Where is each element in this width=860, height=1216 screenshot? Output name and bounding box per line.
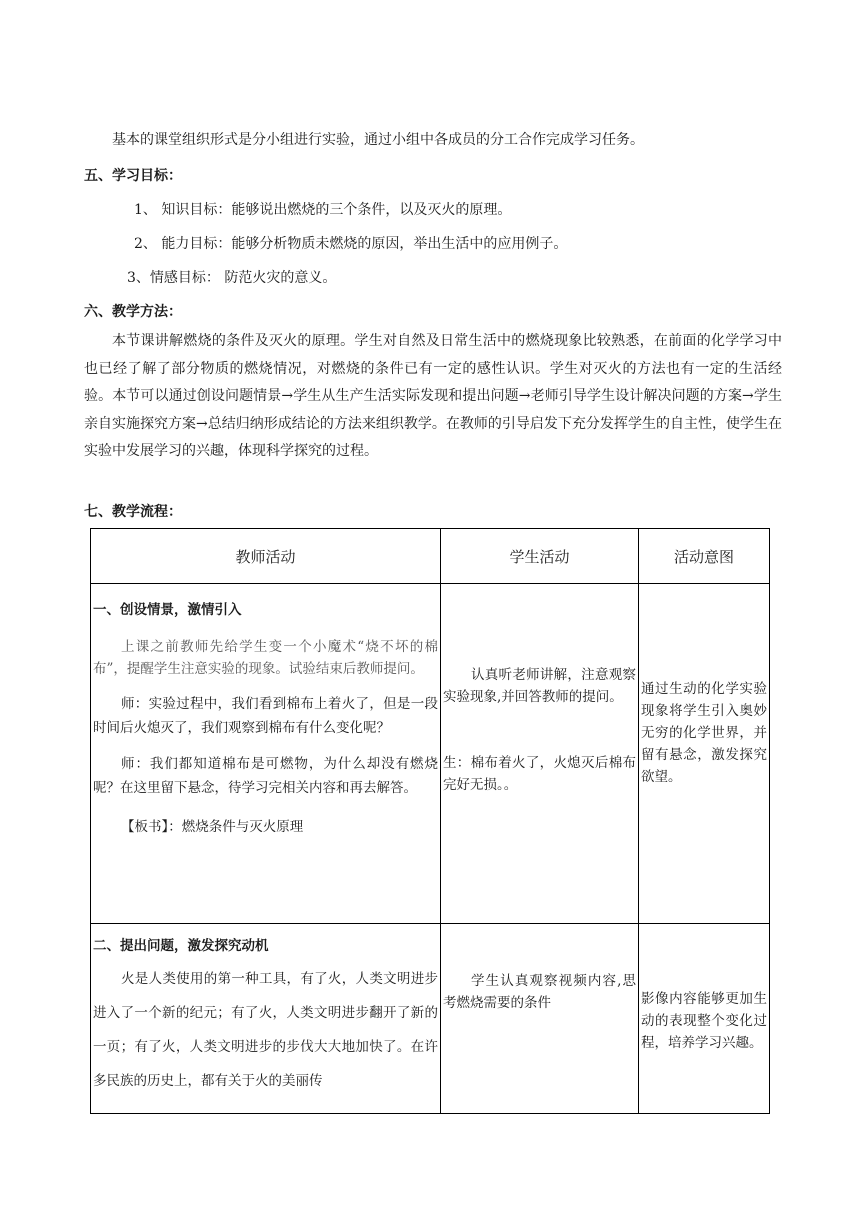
header-student-activity: 学生活动: [441, 529, 639, 584]
row-title: 二、提出问题，激发探究动机: [93, 938, 269, 954]
student-text: 认真听老师讲解，注意观察实验现象,并回答教师的提问。: [443, 667, 636, 705]
teaching-method-paragraph: 本节课讲解燃烧的条件及灭火的原理。学生对自然及日常生活中的燃烧现象比较熟悉，在前面的化学学习中也已经了解了部分物质的燃烧情况，对燃烧的条件已有一定的感性认识。学生对灭火的方法也有一定的生活经验。本节可以通过创设问题情景→学生从生产生活实际发现和提出问题→老师引导学生设计解决问题的方案→学生亲自实施探究方案→总结归纳形成结论的方法来组织教学。在教师的引导启发下充分发挥学生的自主性，使学生在实验中发展学习的兴趣，体现科学探究的过程。: [84, 333, 782, 459]
table-header-row: [91, 529, 770, 584]
teacher-text: 师：我们都知道棉布是可燃物，为什么却没有燃烧呢？在这里留下悬念，待学习完相关内容和再去解答。: [93, 756, 438, 796]
activity-intent-cell: [639, 924, 770, 1114]
objective-item: 2、 能力目标：能够分析物质未燃烧的原因，举出生活中的应用例子。: [134, 236, 568, 252]
teaching-flow-table: [90, 528, 770, 1114]
teacher-activity-cell: [91, 924, 441, 1114]
student-text: 学生认真观察视频内容,思考燃烧需要的条件: [443, 973, 636, 1011]
section-6-heading: 六、教学方法：: [84, 304, 182, 320]
activity-intent-cell: [639, 584, 770, 924]
header-activity-intent: 活动意图: [639, 529, 770, 584]
teacher-text: 上课之前教师先给学生变一个小魔术“烧不坏的棉布”，提醒学生注意实验的现象。试验结束后教师提问。: [93, 639, 438, 677]
teacher-text: 火是人类使用的第一种工具，有了火，人类文明进步进入了一个新的纪元；有了火，人类文明进步翻开了新的一页；有了火，人类文明进步的步伐大大地加快了。在许多民族的历史上，都有关于火的美丽传: [93, 971, 438, 1089]
section-5-heading: 五、学习目标：: [84, 168, 182, 184]
intent-text: 通过生动的化学实验现象将学生引入奥妙无穷的化学世界，并留有悬念，激发探究欲望。: [641, 681, 767, 785]
teacher-text: 师：实验过程中，我们看到棉布上着火了，但是一段时间后火熄灭了，我们观察到棉布有什么变化呢？: [93, 696, 438, 736]
student-activity-cell: [441, 924, 639, 1114]
table-row: [91, 584, 770, 924]
student-answer: 生：棉布着火了，火熄灭后棉布完好无损。。: [443, 755, 636, 793]
row-title: 一、创设情景，激情引入: [93, 602, 242, 618]
section-7-heading: 七、教学流程：: [84, 504, 182, 520]
teacher-activity-cell: [91, 584, 441, 924]
intro-line: 基本的课堂组织形式是分小组进行实验，通过小组中各成员的分工合作完成学习任务。: [112, 132, 644, 148]
table-row: [91, 924, 770, 1114]
blackboard-note: 【板书】：燃烧条件与灭火原理: [121, 819, 304, 835]
student-activity-cell: [441, 584, 639, 924]
objective-item: 3、情感目标： 防范火灾的意义。: [127, 270, 337, 286]
objective-item: 1、 知识目标：能够说出燃烧的三个条件，以及灭火的原理。: [134, 202, 512, 218]
header-teacher-activity: 教师活动: [91, 529, 441, 584]
intent-text: 影像内容能够更加生动的表现整个变化过程，培养学习兴趣。: [641, 991, 767, 1051]
